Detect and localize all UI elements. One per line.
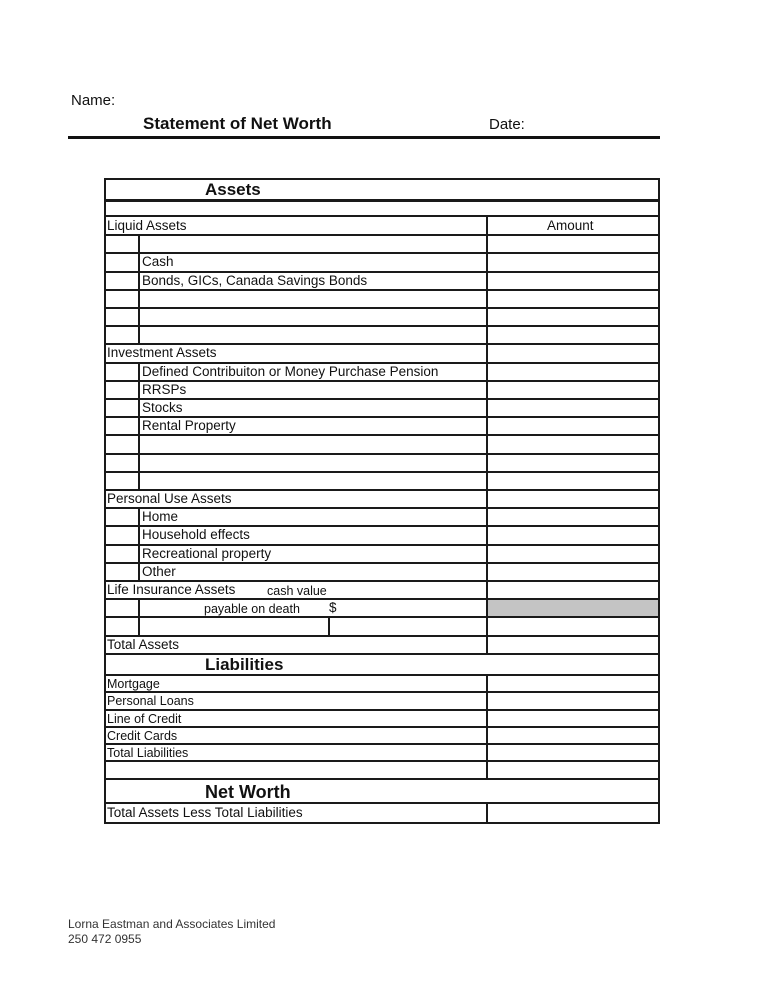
row-line [104, 778, 660, 780]
shaded-cell [488, 600, 658, 616]
investment-asset-row: Rental Property [142, 418, 236, 433]
liability-amount-input[interactable] [488, 728, 658, 743]
amount-input[interactable] [488, 345, 658, 362]
amount-input[interactable] [488, 254, 658, 271]
column-line [486, 216, 488, 654]
amount-input[interactable] [488, 436, 658, 453]
amount-input[interactable] [488, 762, 658, 778]
column-line [138, 252, 140, 272]
column-line [138, 234, 140, 253]
amount-header-cell[interactable] [488, 218, 658, 234]
payable-amount-input[interactable] [330, 618, 484, 635]
liability-row-label: Personal Loans [107, 694, 194, 708]
column-line [138, 598, 140, 617]
amount-input[interactable] [488, 364, 658, 380]
column-line [138, 434, 140, 454]
liability-row-label: Total Liabilities [107, 746, 189, 760]
amount-input[interactable] [488, 418, 658, 434]
liability-row-label: Credit Cards [107, 729, 178, 743]
liquid-assets-label: Liquid Assets [107, 218, 187, 233]
row-line [104, 215, 660, 217]
row-line [104, 653, 660, 655]
liability-amount-input[interactable] [488, 676, 658, 691]
amount-input[interactable] [488, 382, 658, 398]
column-line [138, 325, 140, 344]
name-label: Name: [71, 92, 116, 109]
personal-use-asset-row: Household effects [142, 527, 250, 542]
column-line [138, 471, 140, 490]
amount-input[interactable] [488, 509, 658, 525]
title-divider [68, 136, 660, 139]
payable-on-death-label: payable on death [204, 602, 300, 616]
total-assets-amount-input[interactable] [488, 637, 658, 653]
column-line [138, 380, 140, 399]
liability-row-label: Line of Credit [107, 712, 182, 726]
investment-asset-row: RRSPs [142, 382, 187, 397]
liability-row-label: Mortgage [107, 677, 160, 691]
assets-heading-rule [104, 199, 660, 202]
footer-company: Lorna Eastman and Associates Limited [68, 917, 276, 931]
investment-asset-row: Stocks [142, 400, 183, 415]
footer-phone: 250 472 0955 [68, 932, 142, 946]
date-label: Date: [489, 116, 525, 133]
amount-input[interactable] [488, 491, 658, 507]
amount-input[interactable] [488, 618, 658, 635]
amount-input[interactable] [488, 564, 658, 580]
cash-value-amount-input[interactable] [488, 582, 658, 598]
column-line [138, 416, 140, 435]
amount-header: Amount [547, 218, 594, 233]
investment-asset-row: Defined Contribuiton or Money Purchase Pension [142, 364, 439, 379]
column-line [138, 525, 140, 545]
net-worth-form [104, 178, 660, 824]
frame-top [104, 178, 660, 180]
column-line [138, 453, 140, 472]
personal-use-asset-row: Recreational property [142, 546, 272, 561]
column-line [486, 674, 488, 779]
liquid-asset-row: Bonds, GICs, Canada Savings Bonds [142, 273, 368, 288]
column-line [138, 307, 140, 326]
column-line [138, 362, 140, 381]
investment-assets-label: Investment Assets [107, 345, 217, 360]
liability-amount-input[interactable] [488, 693, 658, 709]
currency-symbol: $ [329, 600, 337, 615]
personal-use-assets-label: Personal Use Assets [107, 491, 232, 506]
column-line [138, 289, 140, 308]
cash-value-label: cash value [267, 584, 327, 598]
liability-amount-input[interactable] [488, 745, 658, 760]
net-worth-amount-input[interactable] [488, 804, 658, 822]
frame-bottom [104, 822, 660, 824]
amount-input[interactable] [488, 527, 658, 544]
total-assets-label: Total Assets [107, 637, 180, 652]
column-line [138, 271, 140, 290]
amount-input[interactable] [488, 455, 658, 471]
column-line [138, 398, 140, 417]
column-line [138, 507, 140, 526]
amount-input[interactable] [488, 473, 658, 489]
amount-input[interactable] [488, 400, 658, 416]
net-worth-row-label: Total Assets Less Total Liabilities [107, 805, 303, 820]
assets-heading: Assets [205, 180, 261, 199]
column-line [138, 616, 140, 636]
net-worth-heading: Net Worth [205, 782, 291, 802]
personal-use-asset-row: Home [142, 509, 179, 524]
personal-use-asset-row: Other [142, 564, 176, 579]
liability-amount-input[interactable] [488, 711, 658, 726]
liabilities-heading: Liabilities [205, 655, 284, 674]
page-title: Statement of Net Worth [143, 114, 332, 133]
amount-input[interactable] [488, 273, 658, 289]
amount-input[interactable] [488, 236, 658, 252]
amount-input[interactable] [488, 291, 658, 307]
amount-input[interactable] [488, 327, 658, 343]
amount-input[interactable] [488, 546, 658, 562]
column-line [138, 544, 140, 563]
life-insurance-assets-label: Life Insurance Assets [107, 582, 236, 597]
column-line [138, 562, 140, 581]
amount-input[interactable] [488, 309, 658, 325]
liquid-asset-row: Cash [142, 254, 174, 269]
